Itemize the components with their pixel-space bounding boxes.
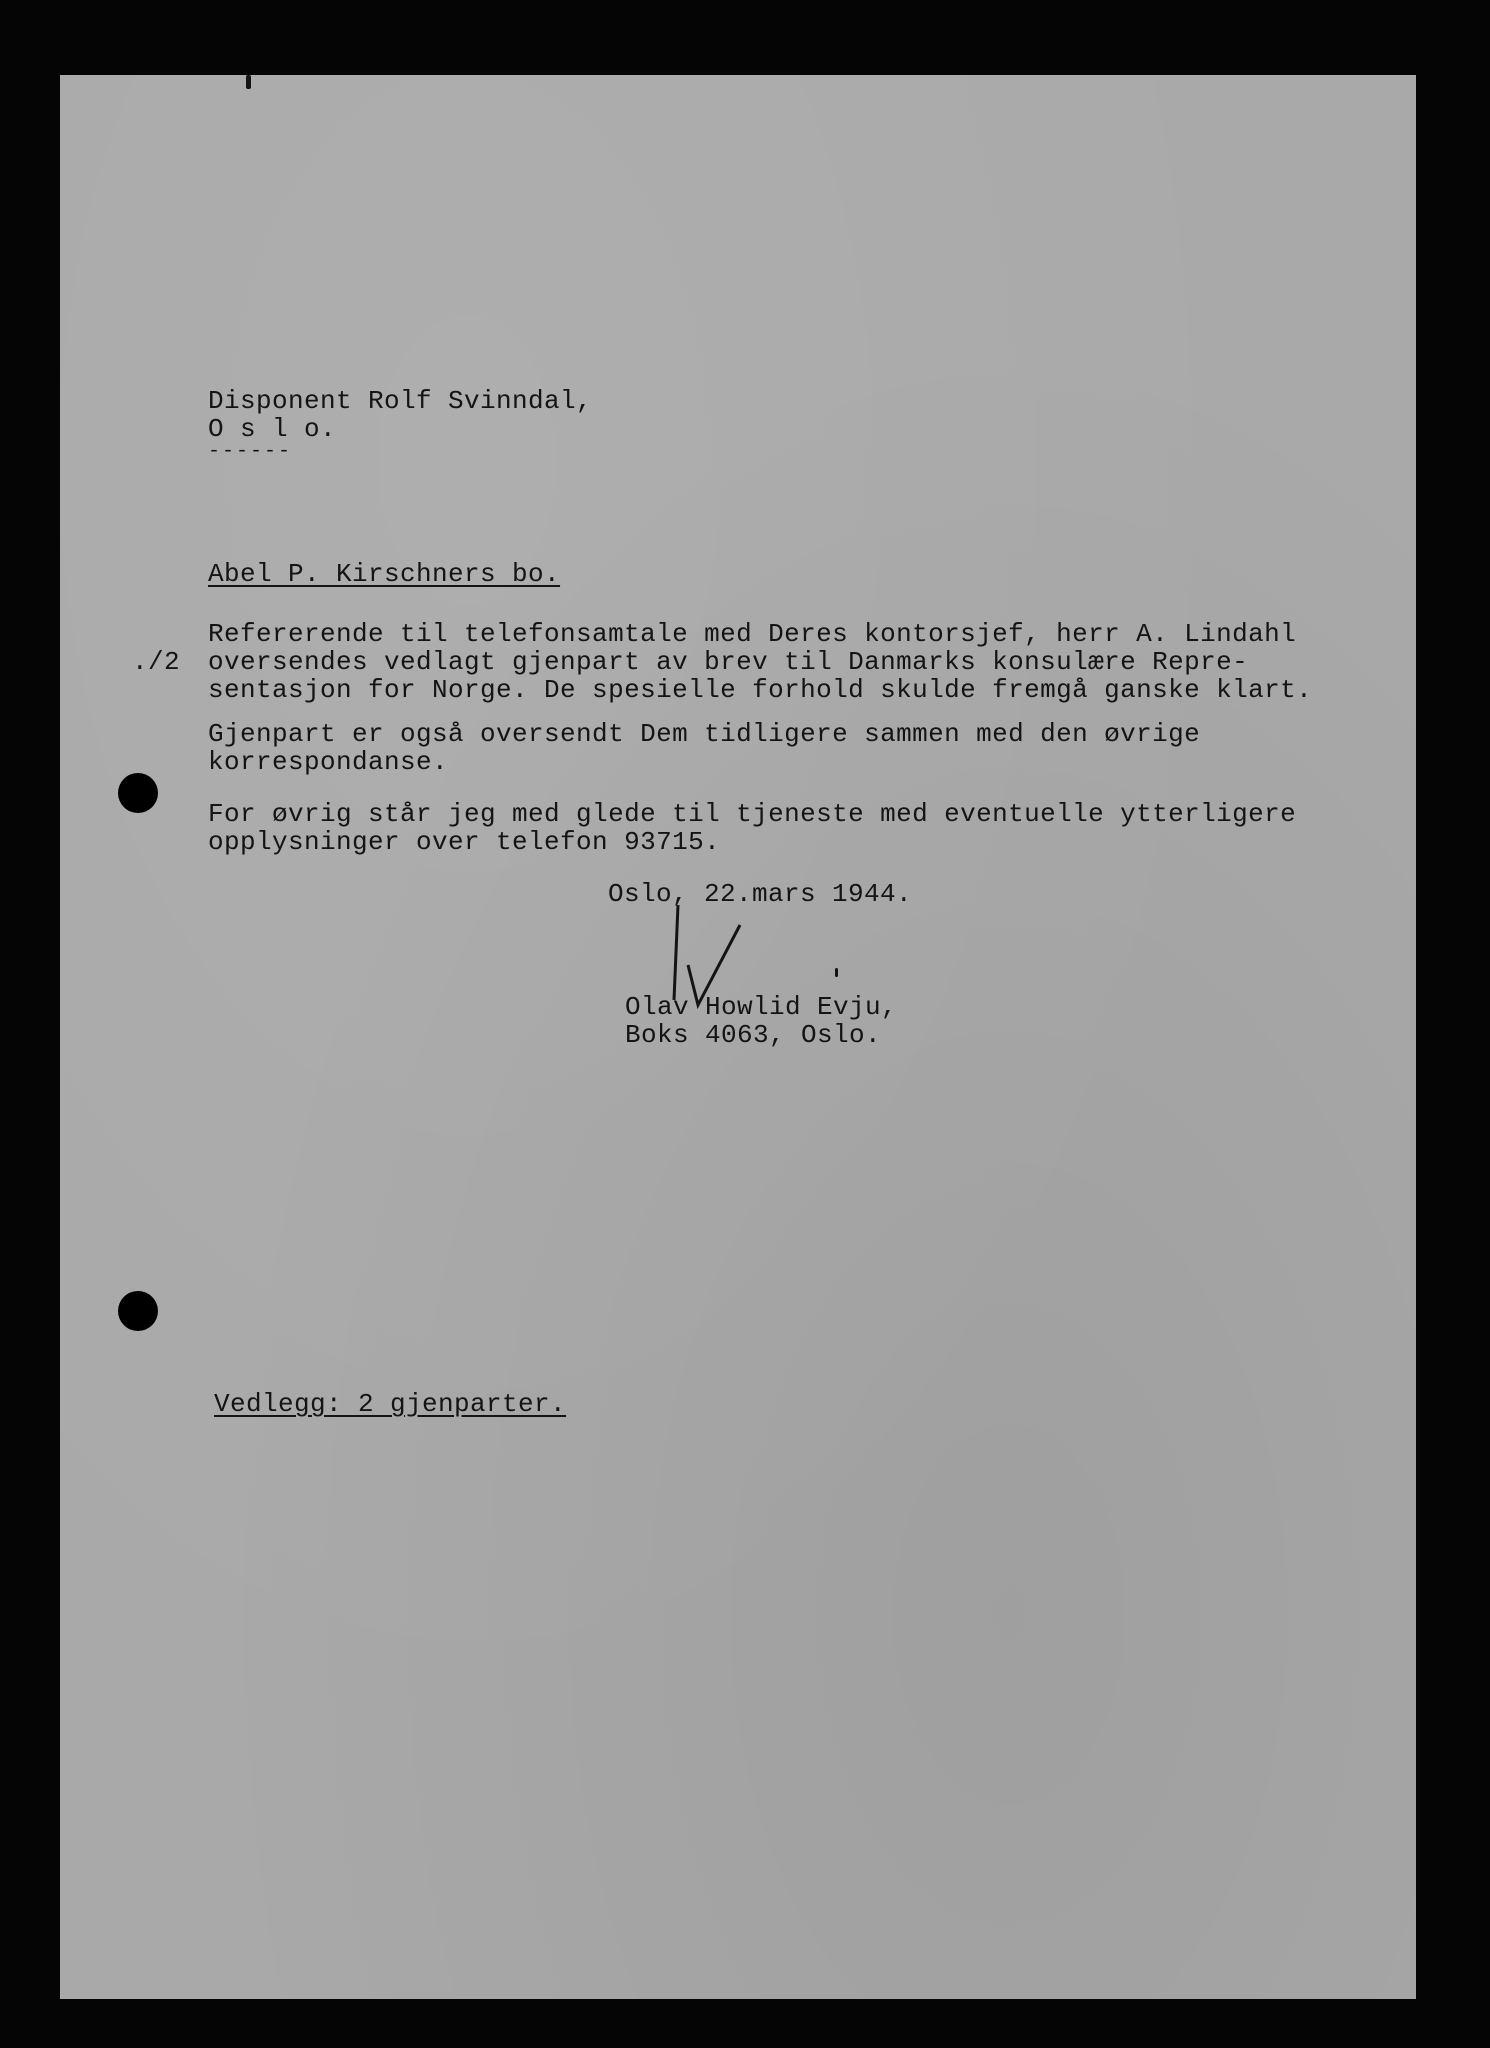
recipient-city: O s l o. <box>208 414 337 444</box>
subject-line: Abel P. Kirschners bo. <box>208 559 561 589</box>
paragraph-line: korrespondanse. <box>208 747 449 777</box>
paragraph-line: Refererende til telefonsamtale med Deres kontorsjef, herr A. Lindahl <box>208 619 1297 649</box>
punch-hole <box>118 773 158 813</box>
paragraph-line: opplysninger over telefon 93715. <box>208 827 721 857</box>
recipient-name: Disponent Rolf Svinndal, <box>208 386 593 416</box>
margin-note: ./2 <box>132 647 181 677</box>
paragraph-line: For øvrig står jeg med glede til tjeneste med eventuelle ytterligere <box>208 799 1297 829</box>
ink-speck <box>835 968 838 977</box>
punch-hole <box>118 1291 158 1331</box>
sender-name: Olav Howlid Evju, <box>625 992 898 1022</box>
letter-paper <box>60 75 1416 1999</box>
date-line: Oslo, 22.mars 1944. <box>608 879 913 909</box>
recipient-city-underline: ------ <box>208 440 293 463</box>
sender-address: Boks 4063, Oslo. <box>625 1020 882 1050</box>
enclosure-line: Vedlegg: 2 gjenparter. <box>214 1389 567 1419</box>
ink-speck <box>246 75 251 89</box>
paragraph-line: sentasjon for Norge. De spesielle forhold skulde fremgå ganske klart. <box>208 675 1313 705</box>
paragraph-line: oversendes vedlagt gjenpart av brev til Danmarks konsulære Repre- <box>208 647 1249 677</box>
paragraph-line: Gjenpart er også oversendt Dem tidligere sammen med den øvrige <box>208 719 1201 749</box>
